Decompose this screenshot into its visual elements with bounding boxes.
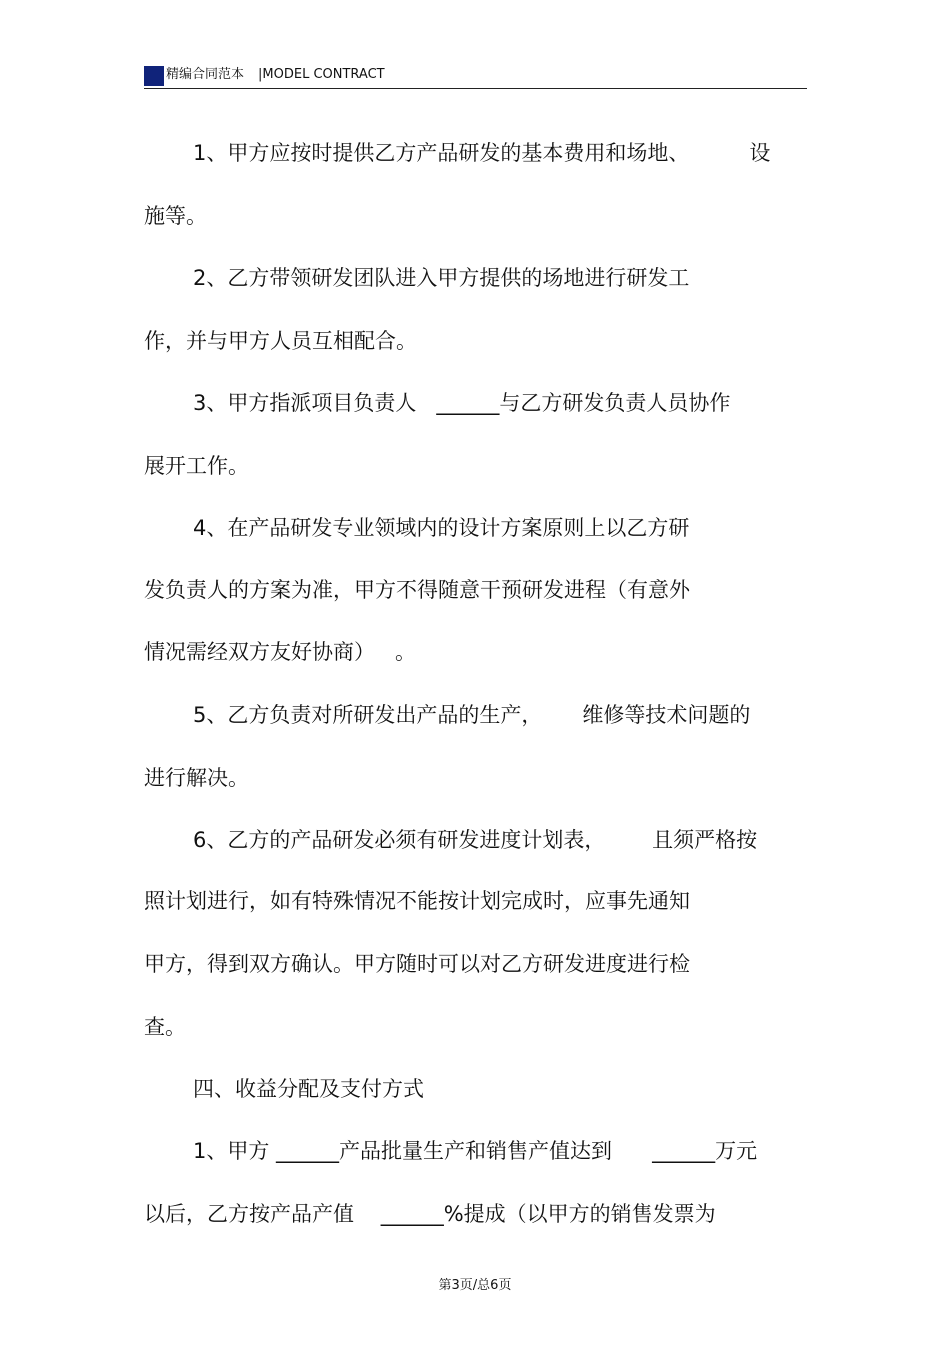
body-line: 以后，乙方按产品产值 ______%提成（以甲方的销售发票为 xyxy=(144,1202,716,1226)
body-line: 5、乙方负责对所研发出产品的生产， 维修等技术问题的 xyxy=(193,703,751,727)
body-line: 甲方，得到双方确认。甲方随时可以对乙方研发进度进行检 xyxy=(144,952,690,976)
header-title: 精编合同范本 xyxy=(166,67,245,82)
body-line: 施等。 xyxy=(144,204,207,228)
page-header xyxy=(144,66,807,88)
body-line: 展开工作。 xyxy=(144,454,249,478)
body-line: 2、乙方带领研发团队进入甲方提供的场地进行研发工 xyxy=(193,266,690,290)
body-line: 6、乙方的产品研发必须有研发进度计划表， 且须严格按 xyxy=(193,828,758,852)
page-number: 第3页/总6页 xyxy=(438,1278,512,1293)
body-line: 进行解决。 xyxy=(144,766,249,790)
section-heading: 四、收益分配及支付方式 xyxy=(193,1077,424,1101)
header-separator: | xyxy=(258,67,263,82)
body-line: 情况需经双方友好协商） 。 xyxy=(144,640,417,664)
body-line: 发负责人的方案为准，甲方不得随意干预研发进程（有意外 xyxy=(144,578,690,602)
body-line: 照计划进行，如有特殊情况不能按计划完成时，应事先通知 xyxy=(144,889,690,913)
body-line: 3、甲方指派项目负责人 ______与乙方研发负责人员协作 xyxy=(193,391,731,415)
header-subtitle: MODEL CONTRACT xyxy=(262,67,385,82)
body-line: 查。 xyxy=(144,1015,186,1039)
body-line: 1、甲方应按时提供乙方产品研发的基本费用和场地、 设 xyxy=(193,141,771,165)
header-divider xyxy=(144,88,807,89)
brand-logo-icon xyxy=(144,66,164,86)
body-line: 4、在产品研发专业领域内的设计方案原则上以乙方研 xyxy=(193,516,690,540)
body-line: 1、甲方 ______产品批量生产和销售产值达到 ______万元 xyxy=(193,1139,758,1163)
header-text xyxy=(166,67,385,83)
body-line: 作，并与甲方人员互相配合。 xyxy=(144,329,417,353)
